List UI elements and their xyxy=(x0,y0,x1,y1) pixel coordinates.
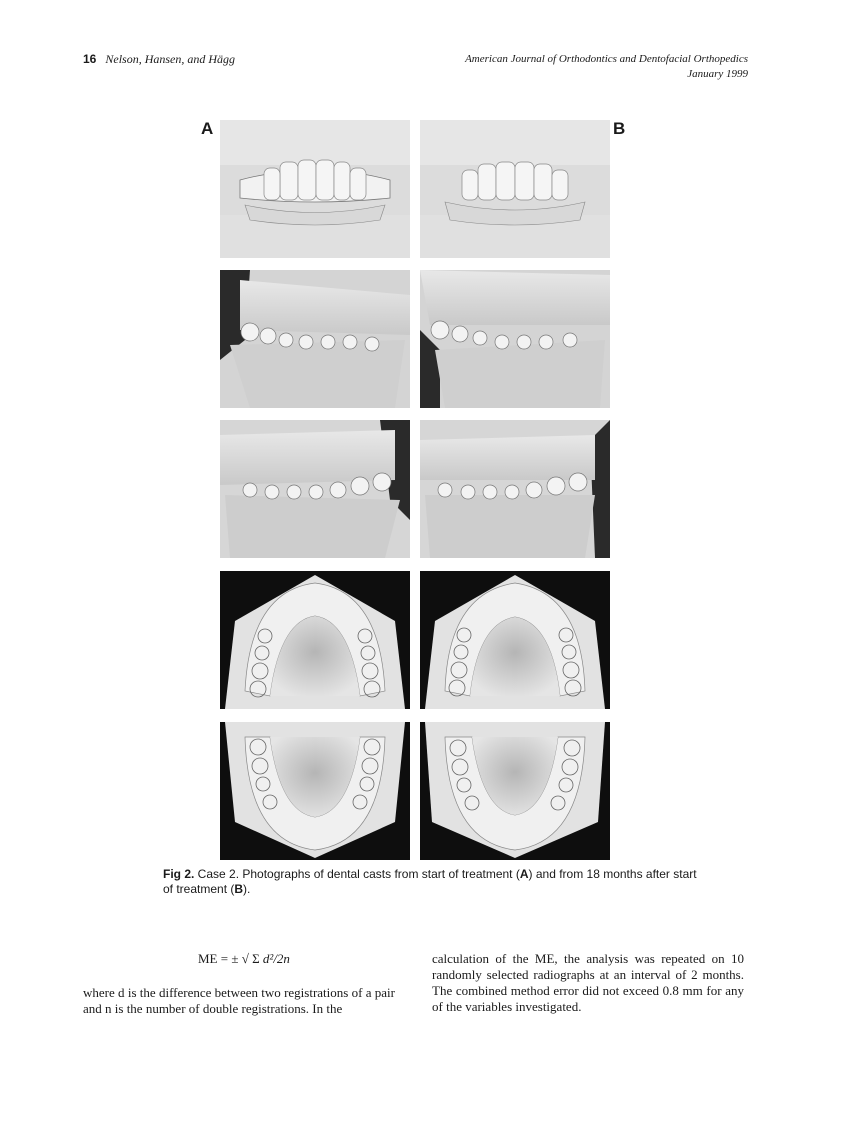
authors: Nelson, Hansen, and Hägg xyxy=(105,52,236,66)
cast-photo-frontal-a xyxy=(220,120,410,258)
cast-photo-frontal-b xyxy=(420,120,610,258)
cast-photo-left-lateral-b xyxy=(420,420,610,558)
cast-photo-mandibular-b xyxy=(420,722,610,860)
caption-ref-b: B xyxy=(234,882,244,896)
cast-photo-right-lateral-b xyxy=(420,270,610,408)
figure-caption xyxy=(163,867,703,897)
cast-photo-right-lateral-a xyxy=(220,270,410,408)
cast-photo-maxillary-a xyxy=(220,571,410,709)
cast-photo-left-lateral-a xyxy=(220,420,410,558)
running-header-left xyxy=(83,52,235,67)
caption-text: Case 2. Photographs of dental casts from start of treatment ( xyxy=(194,867,520,881)
issue-date: January 1999 xyxy=(687,68,748,80)
running-header-right xyxy=(465,52,748,82)
cast-photo-maxillary-b xyxy=(420,571,610,709)
formula-expression: d²/2n xyxy=(262,951,290,966)
formula-prefix: ME = ± √ Σ xyxy=(198,951,263,966)
panel-label-b: B xyxy=(613,119,626,138)
journal-name: American Journal of Orthodontics and Dentofacial Orthopedics xyxy=(465,53,748,65)
method-error-formula xyxy=(198,951,290,967)
body-text-right-column: calculation of the ME, the analysis was repeated on 10 randomly selected radiographs at an interval of 2 months. The combined method error did not exceed 0.8 mm for any of the variables investigated. xyxy=(432,951,744,1014)
caption-ref-a: A xyxy=(519,867,529,881)
caption-label: Fig 2. xyxy=(163,867,195,881)
body-text-left-column: where d is the difference between two registrations of a pair and n is the number of double registrations. In the xyxy=(83,985,395,1016)
cast-photo-mandibular-a xyxy=(220,722,410,860)
caption-text: ). xyxy=(243,882,251,896)
caption-text: ) and from 18 months after start of treatment ( xyxy=(163,867,697,896)
page-number: 16 xyxy=(83,52,97,66)
panel-label-a: A xyxy=(201,119,214,138)
